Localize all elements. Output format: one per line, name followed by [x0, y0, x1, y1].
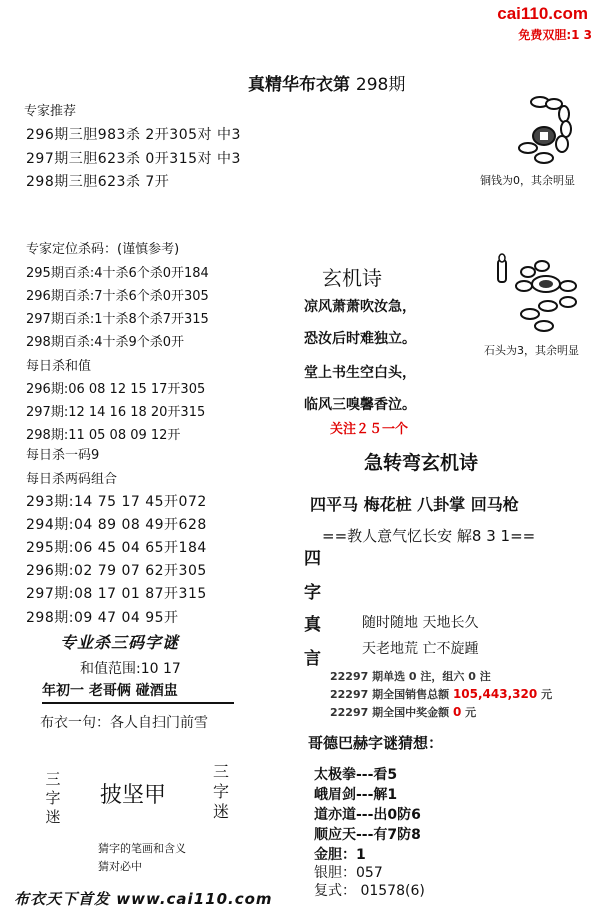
riddle-hint: 猜字的笔画和含义	[98, 842, 186, 855]
daily-kill-two-row: 296期:02 79 07 62开305	[26, 563, 207, 579]
daily-kill-sum-heading: 每日杀和值	[26, 359, 92, 374]
position-kill-row: 297期百杀:1十杀8个杀7开315	[26, 312, 209, 327]
four-truths-char: 真	[304, 615, 321, 635]
daily-kill-sum-row: 298期:11 05 08 09 12开	[26, 428, 181, 443]
combo-value: 01578(6)	[360, 883, 425, 899]
position-kill-row: 296期百杀:7十杀6个杀0开305	[26, 289, 209, 304]
gold-pick: 金胆：1	[314, 847, 366, 863]
riddle-heading: 专业杀三码字谜	[60, 633, 180, 652]
riddle-left-vertical: 三字迷	[45, 770, 61, 826]
lottery-sales-amount: 105,443,320	[452, 687, 538, 701]
position-kill-heading: 专家定位杀码：(谨慎参考)	[26, 242, 180, 257]
page-title	[248, 70, 405, 95]
goldbach-row: 顺应天---有7防8	[314, 827, 421, 843]
stone-chain-illustration	[494, 250, 590, 338]
lottery-label: 22297 期全国中奖金额	[330, 706, 450, 719]
daily-kill-two-row: 298期:09 47 04 95开	[26, 610, 179, 626]
title-issue: 298期	[355, 75, 406, 95]
goldbach-heading: 哥德巴赫字谜猜想：	[308, 734, 444, 752]
lottery-line	[330, 704, 476, 720]
expert-row: 298期三胆623杀 7开	[26, 174, 170, 190]
four-truths-char: 字	[304, 583, 321, 603]
footer-slogan: 布衣天下首发 www.cai110.com	[14, 890, 273, 908]
riddle-sum-range: 和值范围:10 17	[80, 661, 181, 677]
lottery-unit: 元	[465, 706, 477, 719]
four-truths-char: 言	[304, 649, 321, 669]
coin-chain-illustration	[510, 88, 590, 168]
goldbach-row: 峨眉剑---解1	[314, 787, 398, 803]
riddle-hint: 猜对必中	[98, 860, 142, 873]
poem-title: 玄机诗	[322, 266, 382, 290]
position-kill-row: 298期百杀:4十杀9个杀0开	[26, 335, 185, 350]
daily-kill-two-row: 294期:04 89 08 49开628	[26, 517, 207, 533]
poem-line: 恐汝后时难独立。	[304, 331, 416, 347]
daily-kill-two-heading: 每日杀两码组合	[26, 472, 118, 487]
buyi-saying: 布衣一句：各人自扫门前雪	[40, 715, 208, 731]
combo-label: 复式：	[314, 883, 356, 899]
four-truths-char: 四	[304, 549, 321, 569]
lottery-line	[330, 686, 552, 702]
turn-poem-teaching: ==教人意气忆长安 解8 3 1==	[322, 527, 536, 545]
expert-row: 296期三胆983杀 2开305对 中3	[26, 127, 241, 143]
daily-kill-two-row: 293期:14 75 17 45开072	[26, 494, 207, 510]
silver-pick: 银胆：057	[314, 865, 383, 881]
lottery-line: 22297 期单选 0 注，组六 0 注	[330, 670, 491, 683]
daily-kill-sum-row: 296期:06 08 12 15 17开305	[26, 382, 206, 397]
coin-caption: 铜钱为0，其余明显	[480, 174, 575, 187]
daily-kill-one: 每日杀一码9	[26, 448, 100, 463]
riddle-center-word: 披坚甲	[100, 783, 167, 808]
goldbach-row: 道亦道---出0防6	[314, 807, 421, 823]
riddle-right-vertical: 三字迷	[212, 762, 229, 821]
lottery-unit: 元	[541, 688, 553, 701]
daily-kill-two-row: 297期:08 17 01 87开315	[26, 586, 207, 602]
expert-row: 297期三胆623杀 0开315对 中3	[26, 151, 241, 167]
free-double-pick: 免费双胆:1 3	[518, 28, 592, 42]
poem-line: 凉风萧萧吹汝急，	[304, 299, 416, 315]
daily-kill-two-row: 295期:06 45 04 65开184	[26, 540, 207, 556]
four-truths-line: 随时随地 天地长久	[362, 615, 479, 631]
expert-heading: 专家推荐	[24, 104, 77, 119]
poem-focus: 关注２５一个	[330, 422, 409, 437]
title-prefix: 真精华布衣第	[248, 75, 350, 95]
turn-poem-items: 四平马 梅花桩 八卦掌 回马枪	[310, 495, 519, 514]
combo-pick	[314, 880, 425, 900]
stone-caption: 石头为3，其余明显	[484, 344, 579, 357]
lottery-label: 22297 期全国销售总额	[330, 688, 450, 701]
poem-line: 临风三嗅馨香泣。	[304, 397, 416, 413]
four-truths-line: 天老地荒 亡不旋踵	[362, 641, 479, 657]
goldbach-row: 太极拳---看5	[314, 767, 398, 783]
position-kill-row: 295期百杀:4十杀6个杀0开184	[26, 266, 209, 281]
riddle-phrase: 年初一 老哥俩 碰酒盅	[42, 680, 234, 704]
site-logo: cai110.com	[497, 4, 588, 23]
turn-poem-title: 急转弯玄机诗	[364, 452, 479, 474]
poem-line: 堂上书生空白头，	[304, 365, 416, 381]
daily-kill-sum-row: 297期:12 14 16 18 20开315	[26, 405, 206, 420]
lottery-prize-amount: 0	[452, 705, 462, 719]
